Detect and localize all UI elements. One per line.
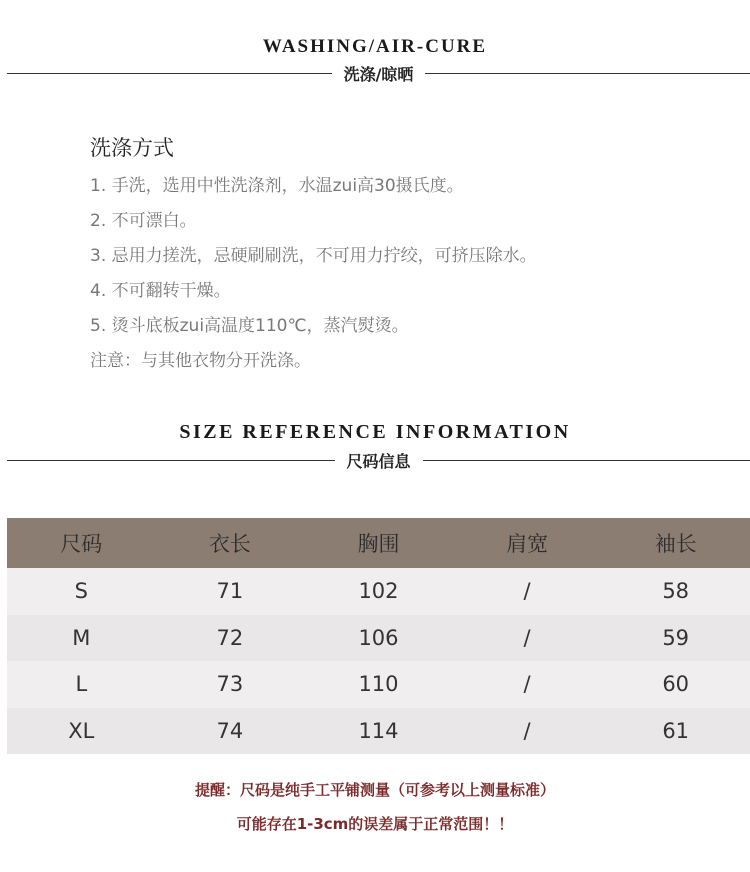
cell-shoulder: /	[453, 708, 602, 755]
header-sleeve: 袖长	[601, 518, 750, 568]
washing-instructions	[90, 133, 690, 379]
table-row	[7, 661, 750, 708]
cell-sleeve: 59	[601, 615, 750, 662]
header-shoulder: 肩宽	[453, 518, 602, 568]
cell-size: XL	[7, 708, 156, 755]
washing-item: 1. 手洗，选用中性洗涤剂，水温zui高30摄氏度。	[90, 176, 464, 196]
divider-right	[425, 73, 750, 74]
washing-item: 3. 忌用力搓洗，忌硬刷刷洗，不可用力拧绞，可挤压除水。	[90, 246, 537, 266]
header-chest: 胸围	[304, 518, 453, 568]
measurement-tolerance-note: 可能存在1-3cm的误差属于正常范围！！	[236, 815, 514, 833]
washing-note: 注意：与其他衣物分开洗涤。	[90, 351, 311, 371]
cell-chest: 114	[304, 708, 453, 755]
cell-sleeve: 61	[601, 708, 750, 755]
cell-length: 71	[156, 568, 305, 615]
cell-length: 74	[156, 708, 305, 755]
washing-heading: 洗涤方式	[90, 136, 174, 160]
table-row	[7, 708, 750, 755]
cell-shoulder: /	[453, 615, 602, 662]
header-length: 衣长	[156, 518, 305, 568]
divider-left	[7, 460, 335, 461]
washing-item: 5. 烫斗底板zui高温度110℃，蒸汽熨烫。	[90, 316, 409, 336]
size-table	[7, 518, 750, 754]
cell-chest: 110	[304, 661, 453, 708]
washing-subtitle: 洗涤/晾晒	[343, 64, 414, 84]
size-title: SIZE REFERENCE INFORMATION	[179, 421, 571, 443]
table-row	[7, 615, 750, 662]
size-subtitle-row	[7, 450, 750, 470]
cell-size: L	[7, 661, 156, 708]
cell-sleeve: 60	[601, 661, 750, 708]
divider-right	[423, 460, 750, 461]
cell-length: 73	[156, 661, 305, 708]
table-row	[7, 568, 750, 615]
table-header-row	[7, 518, 750, 568]
measurement-note: 提醒：尺码是纯手工平铺测量（可参考以上测量标准）	[194, 781, 555, 799]
washing-title: WASHING/AIR-CURE	[262, 36, 488, 57]
washing-item: 4. 不可翻转干燥。	[90, 281, 231, 301]
header-size: 尺码	[7, 518, 156, 568]
washing-item: 2. 不可漂白。	[90, 211, 197, 231]
cell-chest: 102	[304, 568, 453, 615]
cell-size: M	[7, 615, 156, 662]
cell-sleeve: 58	[601, 568, 750, 615]
cell-length: 72	[156, 615, 305, 662]
size-subtitle: 尺码信息	[346, 451, 411, 471]
washing-subtitle-row	[7, 63, 750, 83]
cell-shoulder: /	[453, 568, 602, 615]
cell-shoulder: /	[453, 661, 602, 708]
cell-chest: 106	[304, 615, 453, 662]
cell-size: S	[7, 568, 156, 615]
divider-left	[7, 73, 332, 74]
